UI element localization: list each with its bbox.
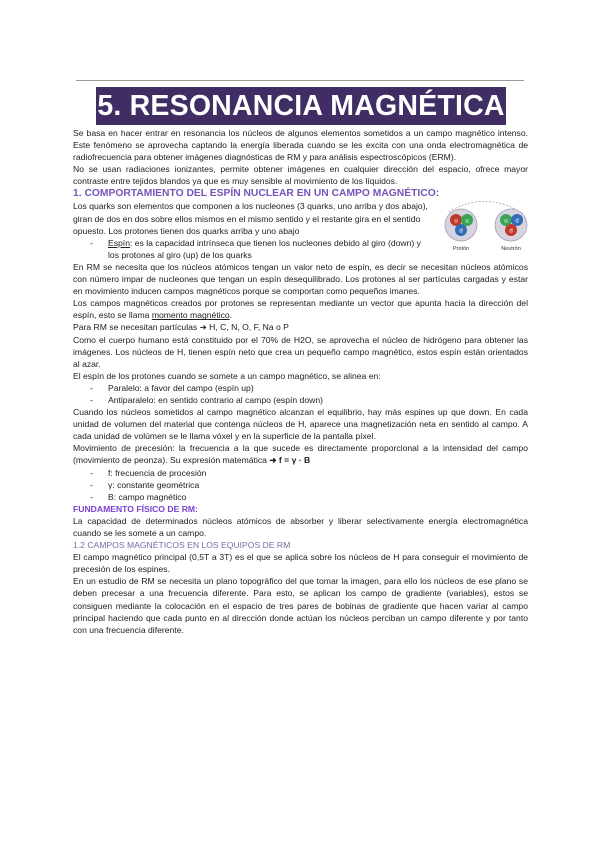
precession-formula: ➜ f = γ · B (269, 455, 311, 466)
section-1-2-heading: 1.2 CAMPOS MAGNÉTICOS EN LOS EQUIPOS DE RM (73, 540, 291, 551)
moment-text: Los campos magnéticos creados por protones se representan mediante un vector que apunta hacia la dirección del espín, esto se llama (73, 298, 528, 321)
alignment-item-text: Paralelo: a favor del campo (espín up) (108, 382, 254, 393)
title-band (96, 87, 506, 125)
list-dash: - (90, 479, 93, 490)
formula-item-gamma (73, 479, 528, 491)
formula-item-f (73, 467, 528, 479)
formula-item-b (73, 491, 528, 503)
precession-text: Movimiento de precesión: la frecuencia a la que sucede es directamente proporcional a la intensidad del campo (movimiento de peonza). Su expresión matemática (73, 443, 528, 466)
human-body-paragraph: Como el cuerpo humano está constituido por el 70% de H2O, se aprovecha el núcleo de hidrógeno para obtener las imágenes. Los núcleos de H, tienen espín neto que crea un pequeño campo magnético, estos espín están orientados al azar. (73, 334, 528, 369)
moment-end: . (229, 310, 233, 321)
list-dash: - (90, 237, 93, 248)
spin-term: Espín (108, 237, 130, 248)
document-body (73, 127, 528, 636)
equilibrium-paragraph: Cuando los núcleos sometidos al campo magnético alcanzan el equilibrio, hay más espines up que down. En cada unidad de volumen del material que contenga núcleos de H, aparece una magnetización neta en sentido al campo. A cada unidad de volúmen se le llama vóxel y en la superficie de la pantalla píxel. (73, 407, 528, 442)
neutron-label: Neutrón (501, 246, 521, 253)
fundamento-paragraph: La capacidad de determinados núcleos atómicos de absorber y liberar selectivamente energía electromagnética cuando se les somete a un campo. (73, 515, 528, 538)
neutron-quark-label-2: d (515, 218, 519, 225)
fundamento-heading: FUNDAMENTO FÍSICO DE RM: (73, 503, 198, 514)
alignment-paragraph: El espín de los protones cuando se somete a un campo magnético, se alinea en: (73, 370, 381, 381)
rm-spin-paragraph: En RM se necesita que los núcleos atómicos tengan un valor neto de espín, es decir se necesitan núcleos atómicos con número impar de nucleones que tengan un espín desequilibrado. Los protones al ser partículas cargadas y estar en movimiento inducen campos magnéticos porque se comportan como pequeños imanes. (73, 261, 528, 297)
list-dash: - (90, 382, 93, 393)
spin-list-item (73, 237, 528, 261)
precession-paragraph (73, 442, 528, 466)
neutron-quark-label-3: d (509, 228, 513, 235)
proton-quark-label-3: d (459, 228, 463, 235)
gradient-paragraph: En un estudio de RM se necesita un plano topográfico del que tomar la imagen, para ello los núcleos de ese plano se deben precesar a una frecuencia diferente. Para esto, se aplican los campo de gradiente (variables), estos se consiguen mediante la colocación en el espacio de tres pares de bobinas de gradiente que hacen variar al campo principal haciendo que cada punto en al dirección donde actúan los núcleos perciban un campo diferente y por tanto con una frecuencia diferente. (73, 576, 528, 635)
main-field-paragraph: El campo magnético principal (0,5T a 3T) es el que se aplica sobre los núcleos de H para conseguir el movimiento de precesión de los espines. (73, 552, 528, 575)
intro-paragraph-1: Se basa en hacer entrar en resonancia los núcleos de algunos elementos sometidos a un campo magnético intenso. Este fenómeno se aprovecha captando la energía liberada cuando se les excita con una onda electromagnética de radiofrecuencia para obtener imágenes diagnósticas de RM y para análisis espectroscópicos (ERM). (73, 128, 528, 163)
proton-quark-label-2: u (465, 218, 469, 225)
alignment-item-text: Antiparalelo: en sentido contrario al campo (espín down) (108, 394, 323, 405)
top-divider (76, 80, 524, 81)
spin-definition: : es la capacidad intrínseca que tienen los nucleones debido al giro (down) y los protones al giro (up) de los quarks (108, 237, 421, 260)
list-dash: - (90, 394, 93, 405)
intro-paragraph-2: No se usan radiaciones ionizantes, permite obtener imágenes en cualquier dirección del espacio, ofrece mayor contraste entre tejidos blandos ya que es muy sensible al movimiento de los líquidos. (73, 164, 528, 187)
formula-item-text: f: frecuencia de procesión (108, 467, 207, 478)
quarks-paragraph: Los quarks son elementos que componen a los nucleones (3 quarks, uno arriba y dos abajo), giran de dos en dos sobre ellos mismos en el mismo sentido y el restante gira en el sentido opuesto. Los protones tienen dos quarks arriba y uno abajo (73, 201, 428, 236)
list-dash: - (90, 491, 93, 502)
formula-item-text: B: campo magnético (108, 491, 187, 502)
alignment-item-parallel (73, 382, 528, 394)
alignment-item-antiparallel (73, 394, 528, 406)
proton-quark-label-1: u (454, 218, 458, 225)
list-dash: - (90, 467, 93, 478)
proton-label: Protón (452, 246, 470, 253)
moment-term: momento magnético (151, 310, 230, 321)
formula-item-text: γ: constante geométrica (108, 479, 200, 490)
page-title: 5. RESONANCIA MAGNÉTICA (97, 89, 505, 122)
particles-paragraph: Para RM se necesitan partículas ➜ H, C, N, O, F, Na o P (73, 322, 289, 333)
section-1-heading: 1. COMPORTAMIENTO DEL ESPÍN NUCLEAR EN UN CAMPO MAGNÉTICO: (73, 188, 440, 200)
neutron-quark-label-1: u (504, 218, 508, 225)
magnetic-moment-paragraph (73, 297, 528, 321)
